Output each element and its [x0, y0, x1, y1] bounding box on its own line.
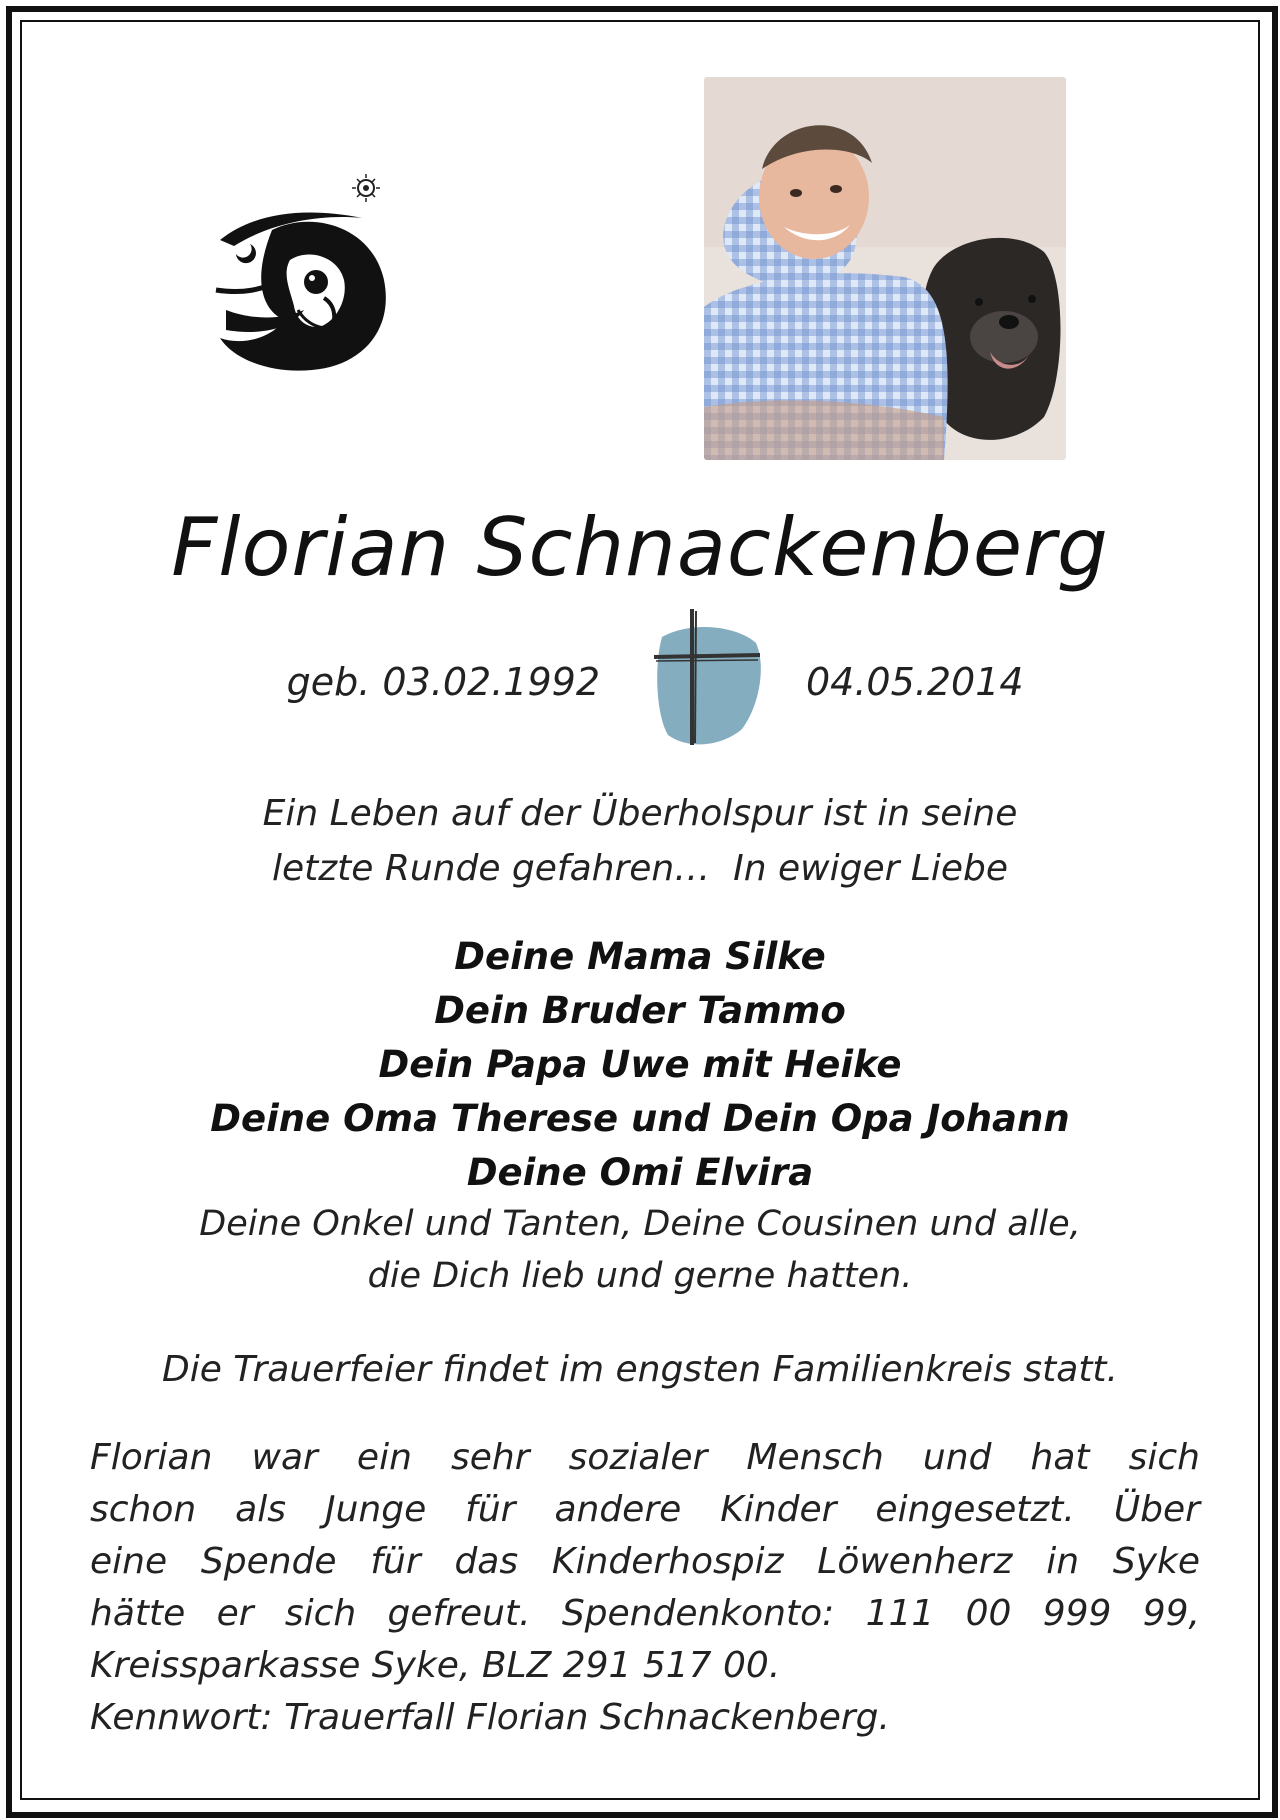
- family-rest-line: Deine Onkel und Tanten, Deine Cousinen und alle,: [199, 1204, 1081, 1244]
- family-rest: [80, 1198, 1200, 1302]
- cross-icon: [650, 605, 764, 751]
- donation-line: schon als Junge für andere Kinder eingesetzt. Über: [90, 1489, 1200, 1530]
- family-member: Dein Bruder Tammo: [434, 989, 846, 1032]
- reaper-figure: [216, 174, 386, 371]
- family-member: Dein Papa Uwe mit Heike: [378, 1043, 902, 1086]
- quote-line: Ein Leben auf der Überholspur ist in seine: [262, 793, 1018, 834]
- portrait-photo: [704, 77, 1066, 460]
- family-rest-line: die Dich lieb und gerne hatten.: [367, 1256, 913, 1296]
- deceased-name: Florian Schnackenberg: [171, 501, 1109, 594]
- quote-block: [80, 786, 1200, 896]
- family-member: Deine Mama Silke: [454, 935, 826, 978]
- death-date: 04.05.2014: [806, 660, 1024, 704]
- donation-line: Kreissparkasse Syke, BLZ 291 517 00.: [90, 1645, 781, 1686]
- quote-line: letzte Runde gefahren… In ewiger Liebe: [271, 848, 1009, 889]
- dates-row: [0, 660, 1280, 710]
- donation-line: Kennwort: Trauerfall Florian Schnackenberg.: [90, 1697, 890, 1738]
- birth-date: [0, 660, 600, 704]
- donation-line: hätte er sich gefreut. Spendenkonto: 111 00 999 99,: [90, 1593, 1200, 1634]
- donation-paragraph: [90, 1432, 1200, 1744]
- donation-line: Florian war ein sehr sozialer Mensch und hat sich: [90, 1437, 1200, 1478]
- family-member: Deine Omi Elvira: [466, 1151, 814, 1194]
- birth-date-text: geb. 03.02.1992: [286, 660, 600, 704]
- ceremony-note: Die Trauerfeier findet im engsten Familienkreis statt.: [161, 1349, 1118, 1390]
- family-list: [80, 930, 1200, 1200]
- donation-line: eine Spende für das Kinderhospiz Löwenherz in Syke: [90, 1541, 1200, 1582]
- grim-reaper-emblem-icon: [212, 170, 432, 380]
- family-member: Deine Oma Therese und Dein Opa Johann: [210, 1097, 1070, 1140]
